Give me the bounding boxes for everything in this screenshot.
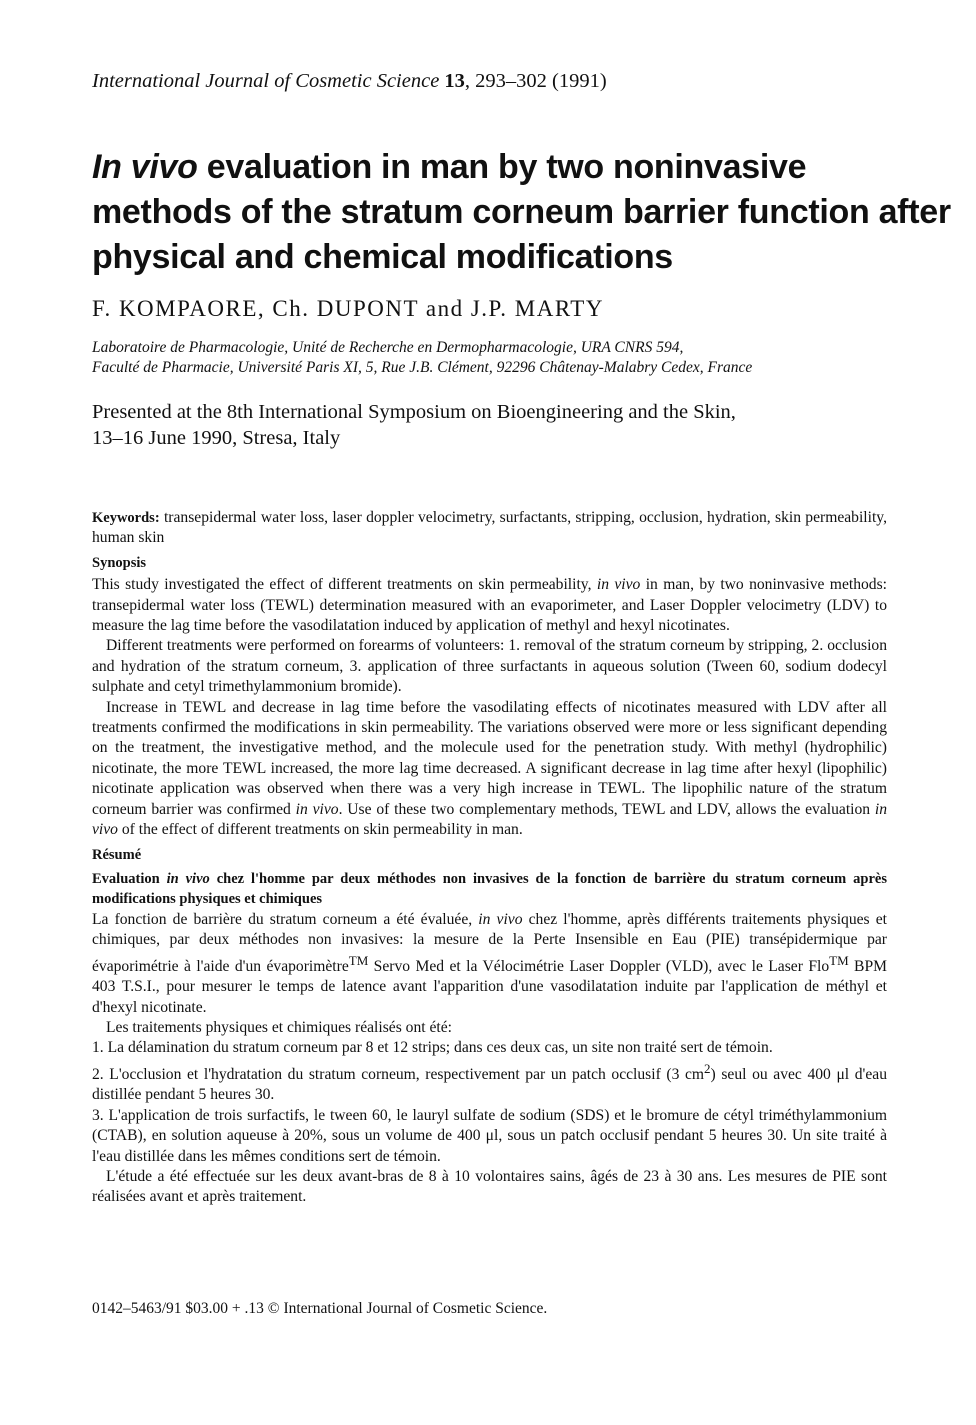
italic-run: in vivo xyxy=(92,800,888,839)
synopsis-heading: Synopsis xyxy=(92,554,147,571)
resume-item-1: 1. La délamination du stratum corneum par 8 et 12 strips; dans ces deux cas, un site non traité sert de témoin. xyxy=(92,1039,773,1057)
trademark-mark: TM xyxy=(348,952,369,968)
authors: F. KOMPAORE, Ch. DUPONT and J.P. MARTY xyxy=(92,296,604,321)
italic-run: in vivo xyxy=(596,576,641,594)
affiliation-line-1: Laboratoire de Pharmacologie, Unité de Recherche en Dermopharmacologie, URA CNRS 594, xyxy=(92,339,684,356)
superscript: 2 xyxy=(704,1060,711,1076)
resume-paragraph-3: L'étude a été effectuée sur les deux avant-bras de 8 à 10 volontaires sains, âgés de 23 à 30 ans. Les mesures de PIE sont réalisées avant et après traitement. xyxy=(92,1167,887,1206)
resume-item-2 xyxy=(92,1059,887,1106)
keywords xyxy=(92,508,887,549)
resume-title xyxy=(92,869,887,910)
text-run: . Use of these two complementary methods, TEWL and LDV, allows the evaluation xyxy=(338,800,875,818)
text-run: in man, by two noninvasive methods: transepidermal water loss (TEWL) determination measured with an evaporimeter, and Laser Doppler velocimetry (LDV) to measure the lag time before the vasodilatation induced by application of methyl and hexyl nicotinates. xyxy=(92,576,887,635)
title-rest: evaluation in man by two noninvasive methods of the stratum corneum barrier function after physical and chemical modifications xyxy=(92,148,951,276)
synopsis-paragraph-3 xyxy=(92,698,887,841)
text-run: Increase in TEWL and decrease in lag time before the vasodilating effects of nicotinates measured with LDV after all treatments confirmed the modifications in skin permeability. The variations observed were more or less significant depending on the treatment, the investigative method, and the molecule used for the penetration study. With methyl (hydrophilic) nicotinate, the more TEWL increased, the more lag time decreased. A significant decrease in lag time after hexyl (lipophilic) nicotinate application was observed when there was a very high increase in TEWL. The lipophilic nature of the stratum corneum barrier was confirmed xyxy=(92,698,887,818)
italic-run: in vivo xyxy=(478,910,523,928)
synopsis-paragraph-2: Different treatments were performed on forearms of volunteers: 1. removal of the stratum corneum by stripping, 2. occlusion and hydration of the stratum corneum, 3. application of three surfactants in aqueous solution (Tween 60, sodium dodecyl sulphate and cetyl trimethylammonium bromide). xyxy=(92,637,887,696)
keywords-label: Keywords: xyxy=(92,510,160,526)
presented-line-1: Presented at the 8th International Symposium on Bioengineering and the Skin, xyxy=(92,401,736,423)
text-run: chez l'homme par deux méthodes non invasives de la fonction de barrière du stratum corneum après modifications physiques et chimiques xyxy=(92,870,887,908)
text-run: La fonction de barrière du stratum corneum a été évaluée, xyxy=(92,910,479,928)
copyright-footer: 0142–5463/91 $03.00 + .13 © International Journal of Cosmetic Science. xyxy=(92,1300,548,1317)
text-run: Evaluation xyxy=(92,870,167,887)
resume-item-3: 3. L'application de trois surfactifs, le tween 60, le lauryl sulfate de sodium (SDS) et le bromure de cétyl triméthylammonium (CTAB), en solution aqueuse à 20%, sous un volume de 400 μl, sous un patch occlusif pendant 5 heures 30. Un site traité à l'eau distillée dans les mêmes conditions sert de témoin. xyxy=(92,1106,887,1165)
text-run: Servo Med et la Vélocimétrie Laser Doppler (VLD), avec le Laser Flo xyxy=(368,957,830,975)
text-run: 2. L'occlusion et l'hydratation du stratum corneum, respectivement par un patch occlusif (3 cm xyxy=(92,1065,705,1083)
text-run: of the effect of different treatments on skin permeability in man. xyxy=(117,821,523,839)
affiliation xyxy=(92,338,922,378)
journal-pages-year: , 293–302 (1991) xyxy=(464,70,607,92)
trademark-mark: TM xyxy=(829,952,849,968)
resume-heading: Résumé xyxy=(92,846,142,863)
journal-name: International Journal of Cosmetic Science xyxy=(92,70,440,92)
journal-volume: 13 xyxy=(444,70,465,92)
article-title xyxy=(92,145,952,280)
journal-citation xyxy=(92,70,607,93)
title-italic: In vivo xyxy=(92,148,198,186)
presentation-note xyxy=(92,399,932,451)
text-run: chez l'homme, après différents traitements physiques et chimiques, par deux méthodes non invasives: la mesure de la Perte Insensible en Eau (PIE) transépidermique par évaporimétrie à l'aide d'un évaporimètre xyxy=(92,910,887,975)
synopsis-paragraph-1 xyxy=(92,575,887,636)
text-run: This study investigated the effect of different treatments on skin permeability, xyxy=(92,576,597,594)
italic-run: in vivo xyxy=(295,800,339,818)
affiliation-line-2: Faculté de Pharmacie, Université Paris XI, 5, Rue J.B. Clément, 92296 Châtenay-Malabry Cedex, France xyxy=(92,359,753,376)
resume-paragraph-2: Les traitements physiques et chimiques réalisés ont été: xyxy=(106,1018,453,1036)
text-run: ) seul ou avec 400 μl d'eau distillée pendant 5 heures 30. xyxy=(92,1065,887,1104)
article-body xyxy=(92,508,887,1208)
keywords-text: transepidermal water loss, laser doppler velocimetry, surfactants, stripping, occlusion, hydration, skin permeability, human skin xyxy=(92,509,887,547)
presented-line-2: 13–16 June 1990, Stresa, Italy xyxy=(92,427,341,449)
italic-run: in vivo xyxy=(166,870,210,887)
text-run: BPM 403 T.S.I., pour mesurer le temps de latence avant l'apparition d'une vasodilatation induite par l'application de méthyl et d'hexyl nicotinate. xyxy=(92,957,887,1016)
resume-paragraph-1 xyxy=(92,910,887,1018)
